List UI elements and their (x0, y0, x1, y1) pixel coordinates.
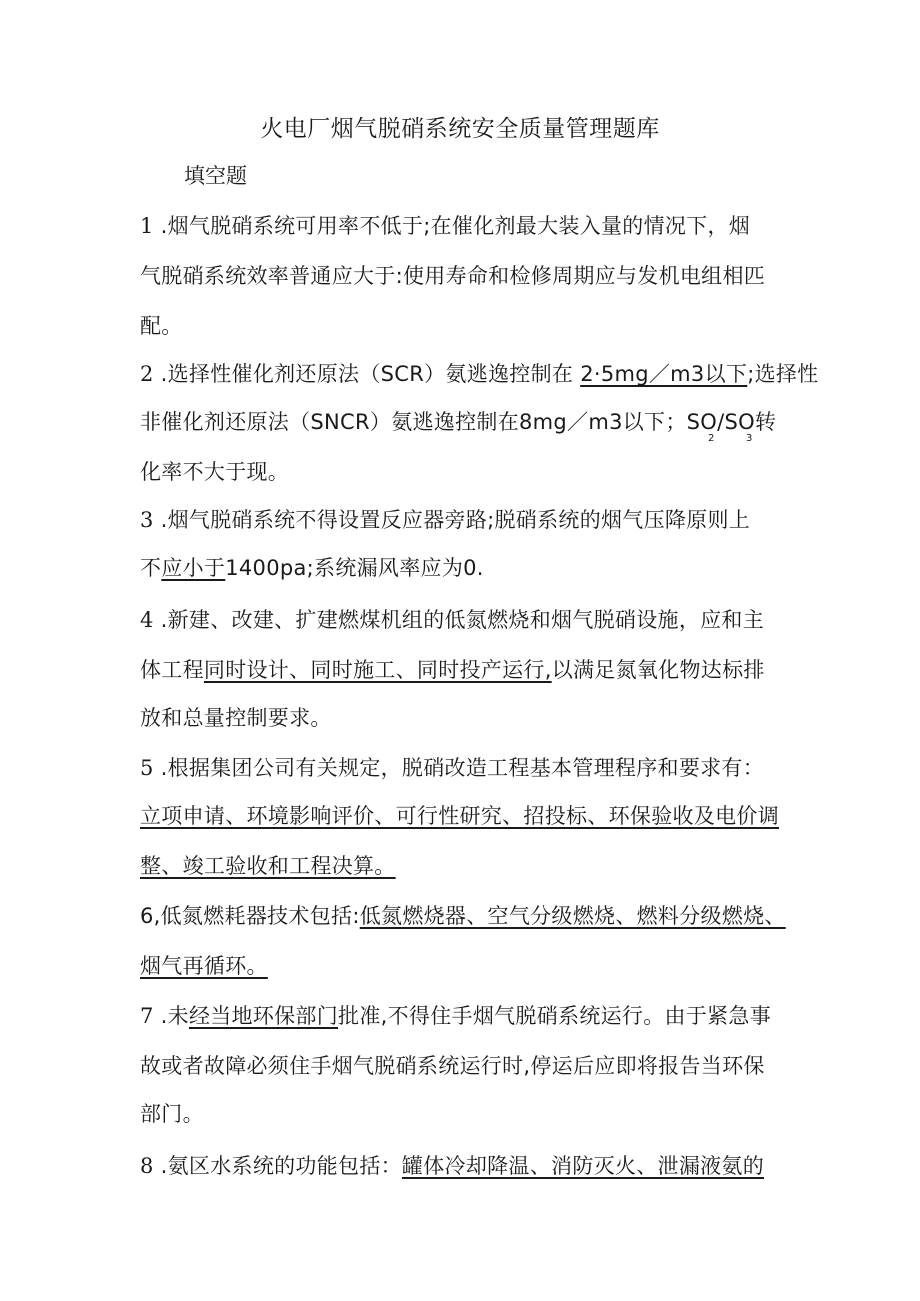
q1-line-1 (140, 210, 750, 240)
q3-text-2a: 不 (140, 556, 162, 580)
q4-line-2 (140, 654, 765, 684)
q3-line-2 (140, 552, 484, 582)
q1-line-3: 配。 (140, 314, 183, 338)
q4-answer: 同时设计、同时施工、同时投产运行, (203, 658, 552, 682)
q7-line-1 (140, 1000, 771, 1030)
q7-text-1b: 批准,不得住手烟气脱硝系统运行。由于紧急事 (338, 1004, 772, 1028)
q3-line-1 (140, 504, 750, 534)
q2-answer-1: 2·5mg／m3以下 (580, 362, 748, 386)
q5-number: 5 (140, 756, 154, 780)
q3-text-2b: 1400pa;系统漏风率应为0. (225, 556, 484, 580)
q4-text-2b: 以满足氮氧化物达标排 (551, 658, 765, 682)
q2-line-3: 化率不大于现。 (140, 460, 290, 484)
q4-line-1 (140, 604, 764, 634)
section-heading: 填空题 (184, 164, 247, 188)
q7-text-1a: .未 (153, 1004, 189, 1028)
q2-line-1 (140, 358, 818, 388)
q8-number: 8 (140, 1154, 154, 1178)
q5-line-1 (140, 752, 764, 782)
q2-number: 2 (140, 362, 154, 386)
q3-answer: 应小于 (161, 556, 226, 580)
q2-subscript-2: 2 (708, 433, 715, 444)
q4-number: 4 (140, 608, 154, 632)
q5-text-1: .根据集团公司有关规定，脱硝改造工程基本管理程序和要求有： (153, 756, 765, 780)
q2-subscript-3: 3 (746, 433, 753, 444)
q7-answer: 经当地环保部门 (188, 1004, 339, 1028)
q2-text-1b: ;选择性 (747, 362, 819, 386)
q6-line-1 (140, 900, 786, 930)
q2-line-2: 非催化剂还原法（SNCR）氨逃逸控制在8mg／m3以下；SO/SO转 (140, 410, 777, 434)
q6-answer-line-2: 烟气再循环。 (140, 954, 268, 978)
q4-line-3: 放和总量控制要求。 (140, 706, 332, 730)
q7-line-3: 部门。 (140, 1102, 204, 1126)
q1-number: 1 (140, 214, 154, 238)
q7-line-2: 故或者故障必须住手烟气脱硝系统运行时,停运后应即将报告当环保 (140, 1054, 765, 1078)
q8-line-1 (140, 1150, 764, 1180)
q5-answer-line-2: 整、竣工验收和工程决算。 (140, 854, 396, 878)
q3-text-1: .烟气脱硝系统不得设置反应器旁路;脱硝系统的烟气压降原则上 (153, 508, 751, 532)
q3-number: 3 (140, 508, 154, 532)
q6-text-1a: 6,低氮燃耗器技术包括: (140, 904, 360, 928)
q4-text-1: .新建、改建、扩建燃煤机组的低氮燃烧和烟气脱硝设施，应和主 (153, 608, 765, 632)
q5-answer-line-1: 立项申请、环境影响评价、可行性研究、招投标、环保验收及电价调 (140, 804, 779, 828)
q2-text-1a: .选择性催化剂还原法（SCR）氨逃逸控制在 (153, 362, 581, 386)
document-title: 火电厂烟气脱硝系统安全质量管理题库 (260, 116, 660, 142)
q7-number: 7 (140, 1004, 154, 1028)
q6-answer-1: 低氮燃烧器、空气分级燃烧、燃料分级燃烧、 (359, 904, 786, 928)
q4-text-2a: 体工程 (140, 658, 204, 682)
q1-line-2: 气脱硝系统效率普通应大于:使用寿命和检修周期应与发机电组相匹 (140, 264, 766, 288)
q1-text-1: .烟气脱硝系统可用率不低于;在催化剂最大装入量的情况下，烟 (153, 214, 751, 238)
q8-text-1a: .氨区水系统的功能包括： (153, 1154, 402, 1178)
q8-answer: 罐体冷却降温、消防灭火、泄漏液氨的 (401, 1154, 765, 1178)
